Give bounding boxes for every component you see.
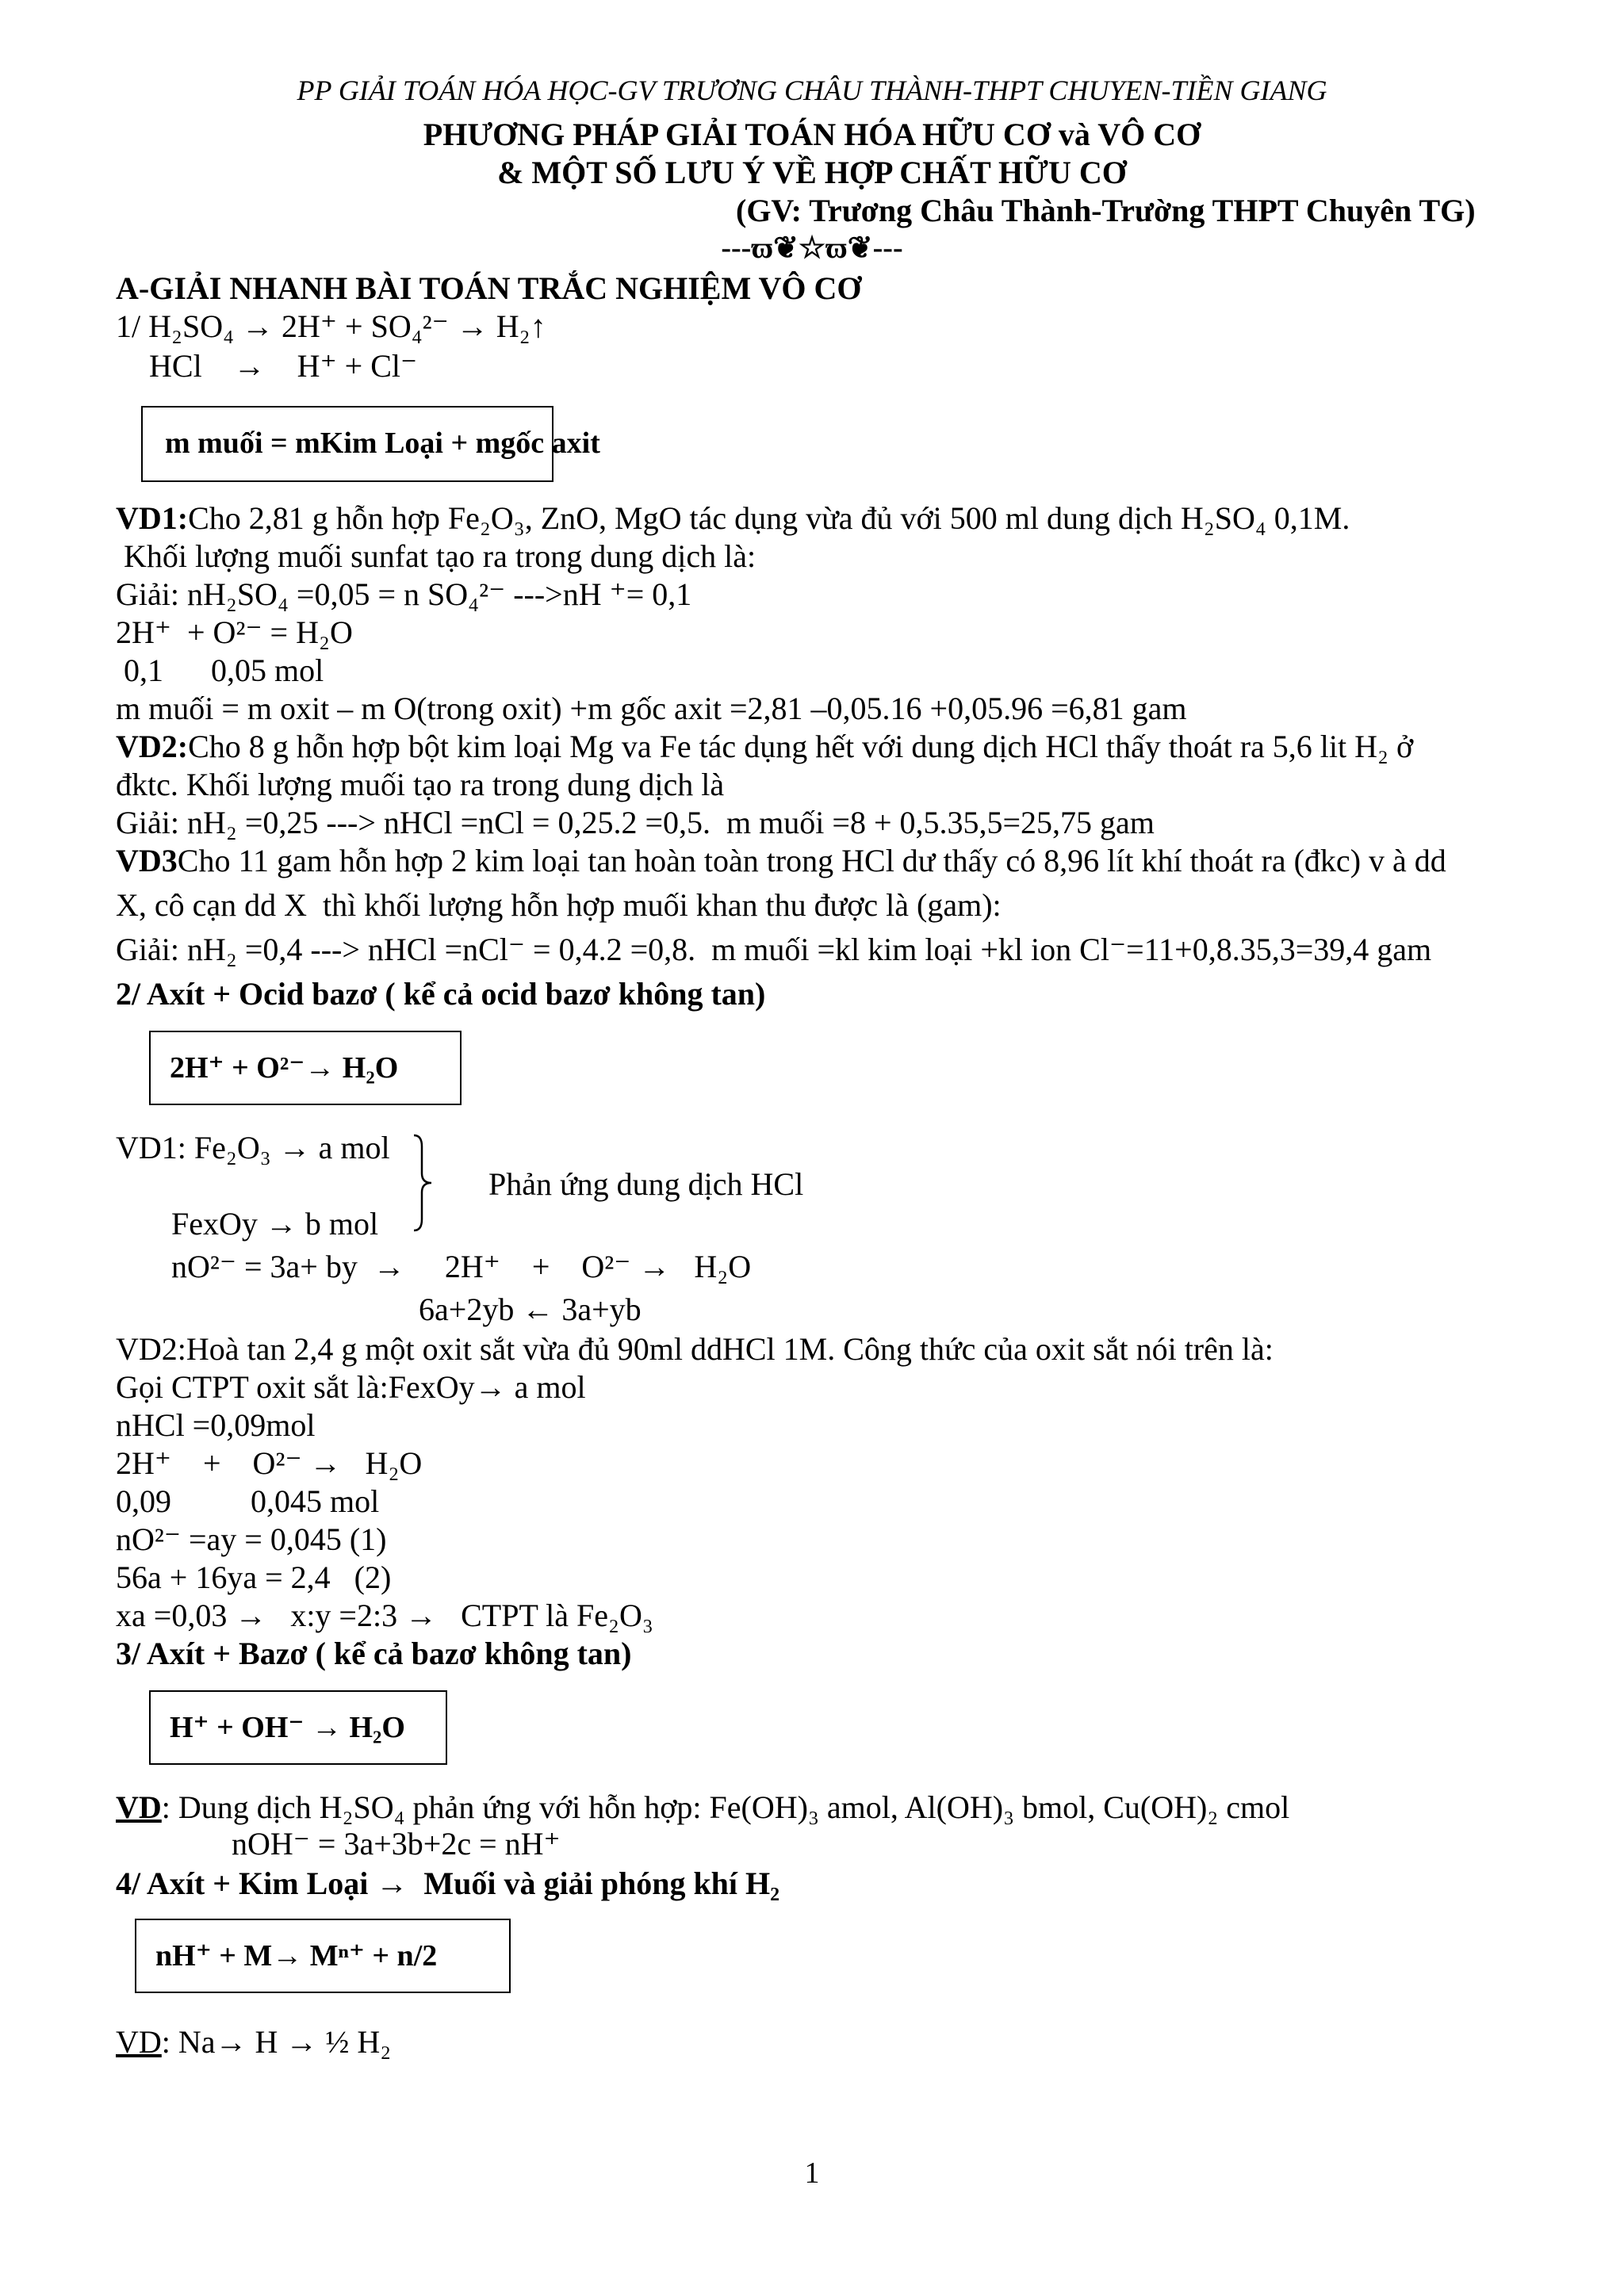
- formula-box-acid-metal: [135, 1919, 511, 1993]
- vd3-solution: Giải: nH₂ =0,4 ---> nHCl =nCl⁻ = 0,4.2 =0,8. m muối =kl kim loại +kl ion Cl⁻=11+0,8.35,3=39,4 gam: [116, 932, 1432, 967]
- s4-vd-text: : Na→ H → ½ H₂: [161, 2024, 392, 2060]
- vd1-label: VD1:: [116, 500, 189, 536]
- formula-box-salt-mass: [141, 406, 600, 482]
- document-title-line2: & MỘT SỐ LƯU Ý VỀ HỢP CHẤT HỮU CƠ: [497, 155, 1127, 190]
- vd1-solution-4: m muối = m oxit – m O(trong oxit) +m gốc axit =2,81 –0,05.16 +0,05.96 =6,81 gam: [116, 691, 1187, 726]
- s2-vd1-note: Phản ứng dung dịch HCl: [488, 1166, 804, 1202]
- page-number: 1: [804, 2156, 820, 2190]
- formula-box-acid-oxide: [149, 1031, 462, 1105]
- vd1-solution-1: Giải: nH₂SO₄ =0,05 = n SO₄²⁻ --->nH ⁺= 0,1: [116, 576, 692, 612]
- s2-heading: 2/ Axít + Ocid bazơ ( kể cả ocid bazơ không tan): [116, 976, 766, 1012]
- vd2-label: VD2:: [116, 729, 189, 764]
- s2-vd1-line-b: FexOy → b mol: [171, 1206, 379, 1242]
- vd2-question-cont: đktc. Khối lượng muối tạo ra trong dung dịch là: [116, 767, 725, 802]
- vd1-solution-2: 2H⁺ + O²⁻ = H₂O: [116, 614, 353, 650]
- vd1-question-cont: Khối lượng muối sunfat tạo ra trong dung dịch là:: [124, 538, 756, 574]
- formula-acid-base: H⁺ + OH⁻ → H₂O: [170, 1711, 405, 1744]
- running-title: PP GIẢI TOÁN HÓA HỌC-GV TRƯƠNG CHÂU THÀNH-THPT CHUYEN-TIỀN GIANG: [297, 75, 1327, 106]
- s2-vd2-line-2: nHCl =0,09mol: [116, 1407, 316, 1443]
- s4-example: [116, 2026, 391, 2058]
- s1-equation-h2so4: 1/ H₂SO₄ → 2H⁺ + SO₄²⁻ → H₂↑: [116, 308, 546, 344]
- s2-vd2-line-4: 0,09 0,045 mol: [116, 1483, 380, 1519]
- vd3-question-cont: X, cô cạn dd X thì khối lượng hỗn hợp muối khan thu được là (gam):: [116, 887, 1002, 923]
- s2-vd2-line-7: xa =0,03 → x:y =2:3 → CTPT là Fe₂O₃: [116, 1598, 653, 1633]
- vd2-question: [116, 731, 1413, 763]
- vd1-text: Cho 2,81 g hỗn hợp Fe₂O₃, ZnO, MgO tác dụng vừa đủ với 500 ml dung dịch H₂SO₄ 0,1M.: [188, 500, 1350, 536]
- s2-vd2-line-1: Gọi CTPT oxit sắt là:FexOy→ a mol: [116, 1369, 586, 1405]
- vd1-solution-3: 0,1 0,05 mol: [124, 652, 324, 688]
- s2-vd1-line-a: VD1: Fe₂O₃ → a mol: [116, 1130, 390, 1165]
- s3-heading: 3/ Axít + Bazơ ( kể cả bazơ không tan): [116, 1636, 632, 1671]
- author-line: (GV: Trương Châu Thành-Trường THPT Chuyên TG): [736, 193, 1476, 228]
- s4-heading: 4/ Axít + Kim Loại → Muối và giải phóng khí H₂: [116, 1866, 780, 1901]
- vd3-text: Cho 11 gam hỗn hợp 2 kim loại tan hoàn toàn trong HCl dư thấy có 8,96 lít khí thoát ra (đkc) v à dd: [177, 843, 1446, 878]
- s3-vd-label: VD: [116, 1789, 162, 1825]
- s4-vd-label: VD: [116, 2024, 162, 2060]
- ornament-divider: ---ϖ❦☆ϖ❦---: [721, 232, 903, 265]
- vd2-text: Cho 8 g hỗn hợp bột kim loại Mg va Fe tác dụng hết với dung dịch HCl thấy thoát ra 5,6 lit H₂ ở: [188, 729, 1414, 764]
- formula-acid-oxide: 2H⁺ + O²⁻→ H₂O: [170, 1051, 399, 1085]
- s3-vd-equation: nOH⁻ = 3a+3b+2c = nH⁺: [232, 1826, 561, 1862]
- formula-acid-metal: nH⁺ + M→ Mⁿ⁺ + n/2: [155, 1939, 438, 1973]
- vd3-label: VD3: [116, 843, 178, 878]
- vd3-question: [116, 845, 1446, 877]
- s2-vd1-line-d: 6a+2yb ← 3a+yb: [419, 1292, 642, 1327]
- formula-box-acid-base: [149, 1690, 447, 1765]
- s3-vd-text: : Dung dịch H₂SO₄ phản ứng với hỗn hợp: Fe(OH)₃ amol, Al(OH)₃ bmol, Cu(OH)₂ cmol: [161, 1789, 1290, 1825]
- s2-vd2-question: VD2:Hoà tan 2,4 g một oxit sắt vừa đủ 90ml ddHCl 1M. Công thức của oxit sắt nói trên là:: [116, 1331, 1274, 1367]
- s2-vd2-line-3: 2H⁺ + O²⁻ → H₂O: [116, 1445, 423, 1481]
- curly-brace-icon: [411, 1132, 435, 1234]
- section-a-title: A-GIẢI NHANH BÀI TOÁN TRẮC NGHIỆM VÔ CƠ: [116, 270, 862, 306]
- s3-example: [116, 1789, 1290, 1825]
- vd2-solution: Giải: nH₂ =0,25 ---> nHCl =nCl = 0,25.2 =0,5. m muối =8 + 0,5.35,5=25,75 gam: [116, 805, 1155, 840]
- document-title-line1: PHƯƠNG PHÁP GIẢI TOÁN HÓA HỮU CƠ và VÔ CƠ: [423, 117, 1201, 152]
- s1-equation-hcl: HCl → H⁺ + Cl⁻: [149, 348, 418, 384]
- s2-vd2-line-5: nO²⁻ =ay = 0,045 (1): [116, 1521, 387, 1557]
- vd1-question: [116, 500, 1350, 536]
- formula-salt-mass: m muối = mKim Loại + mgốc axit: [165, 427, 600, 460]
- s2-vd1-line-c: nO²⁻ = 3a+ by → 2H⁺ + O²⁻ → H₂O: [171, 1249, 752, 1284]
- s2-vd2-line-6: 56a + 16ya = 2,4 (2): [116, 1559, 392, 1595]
